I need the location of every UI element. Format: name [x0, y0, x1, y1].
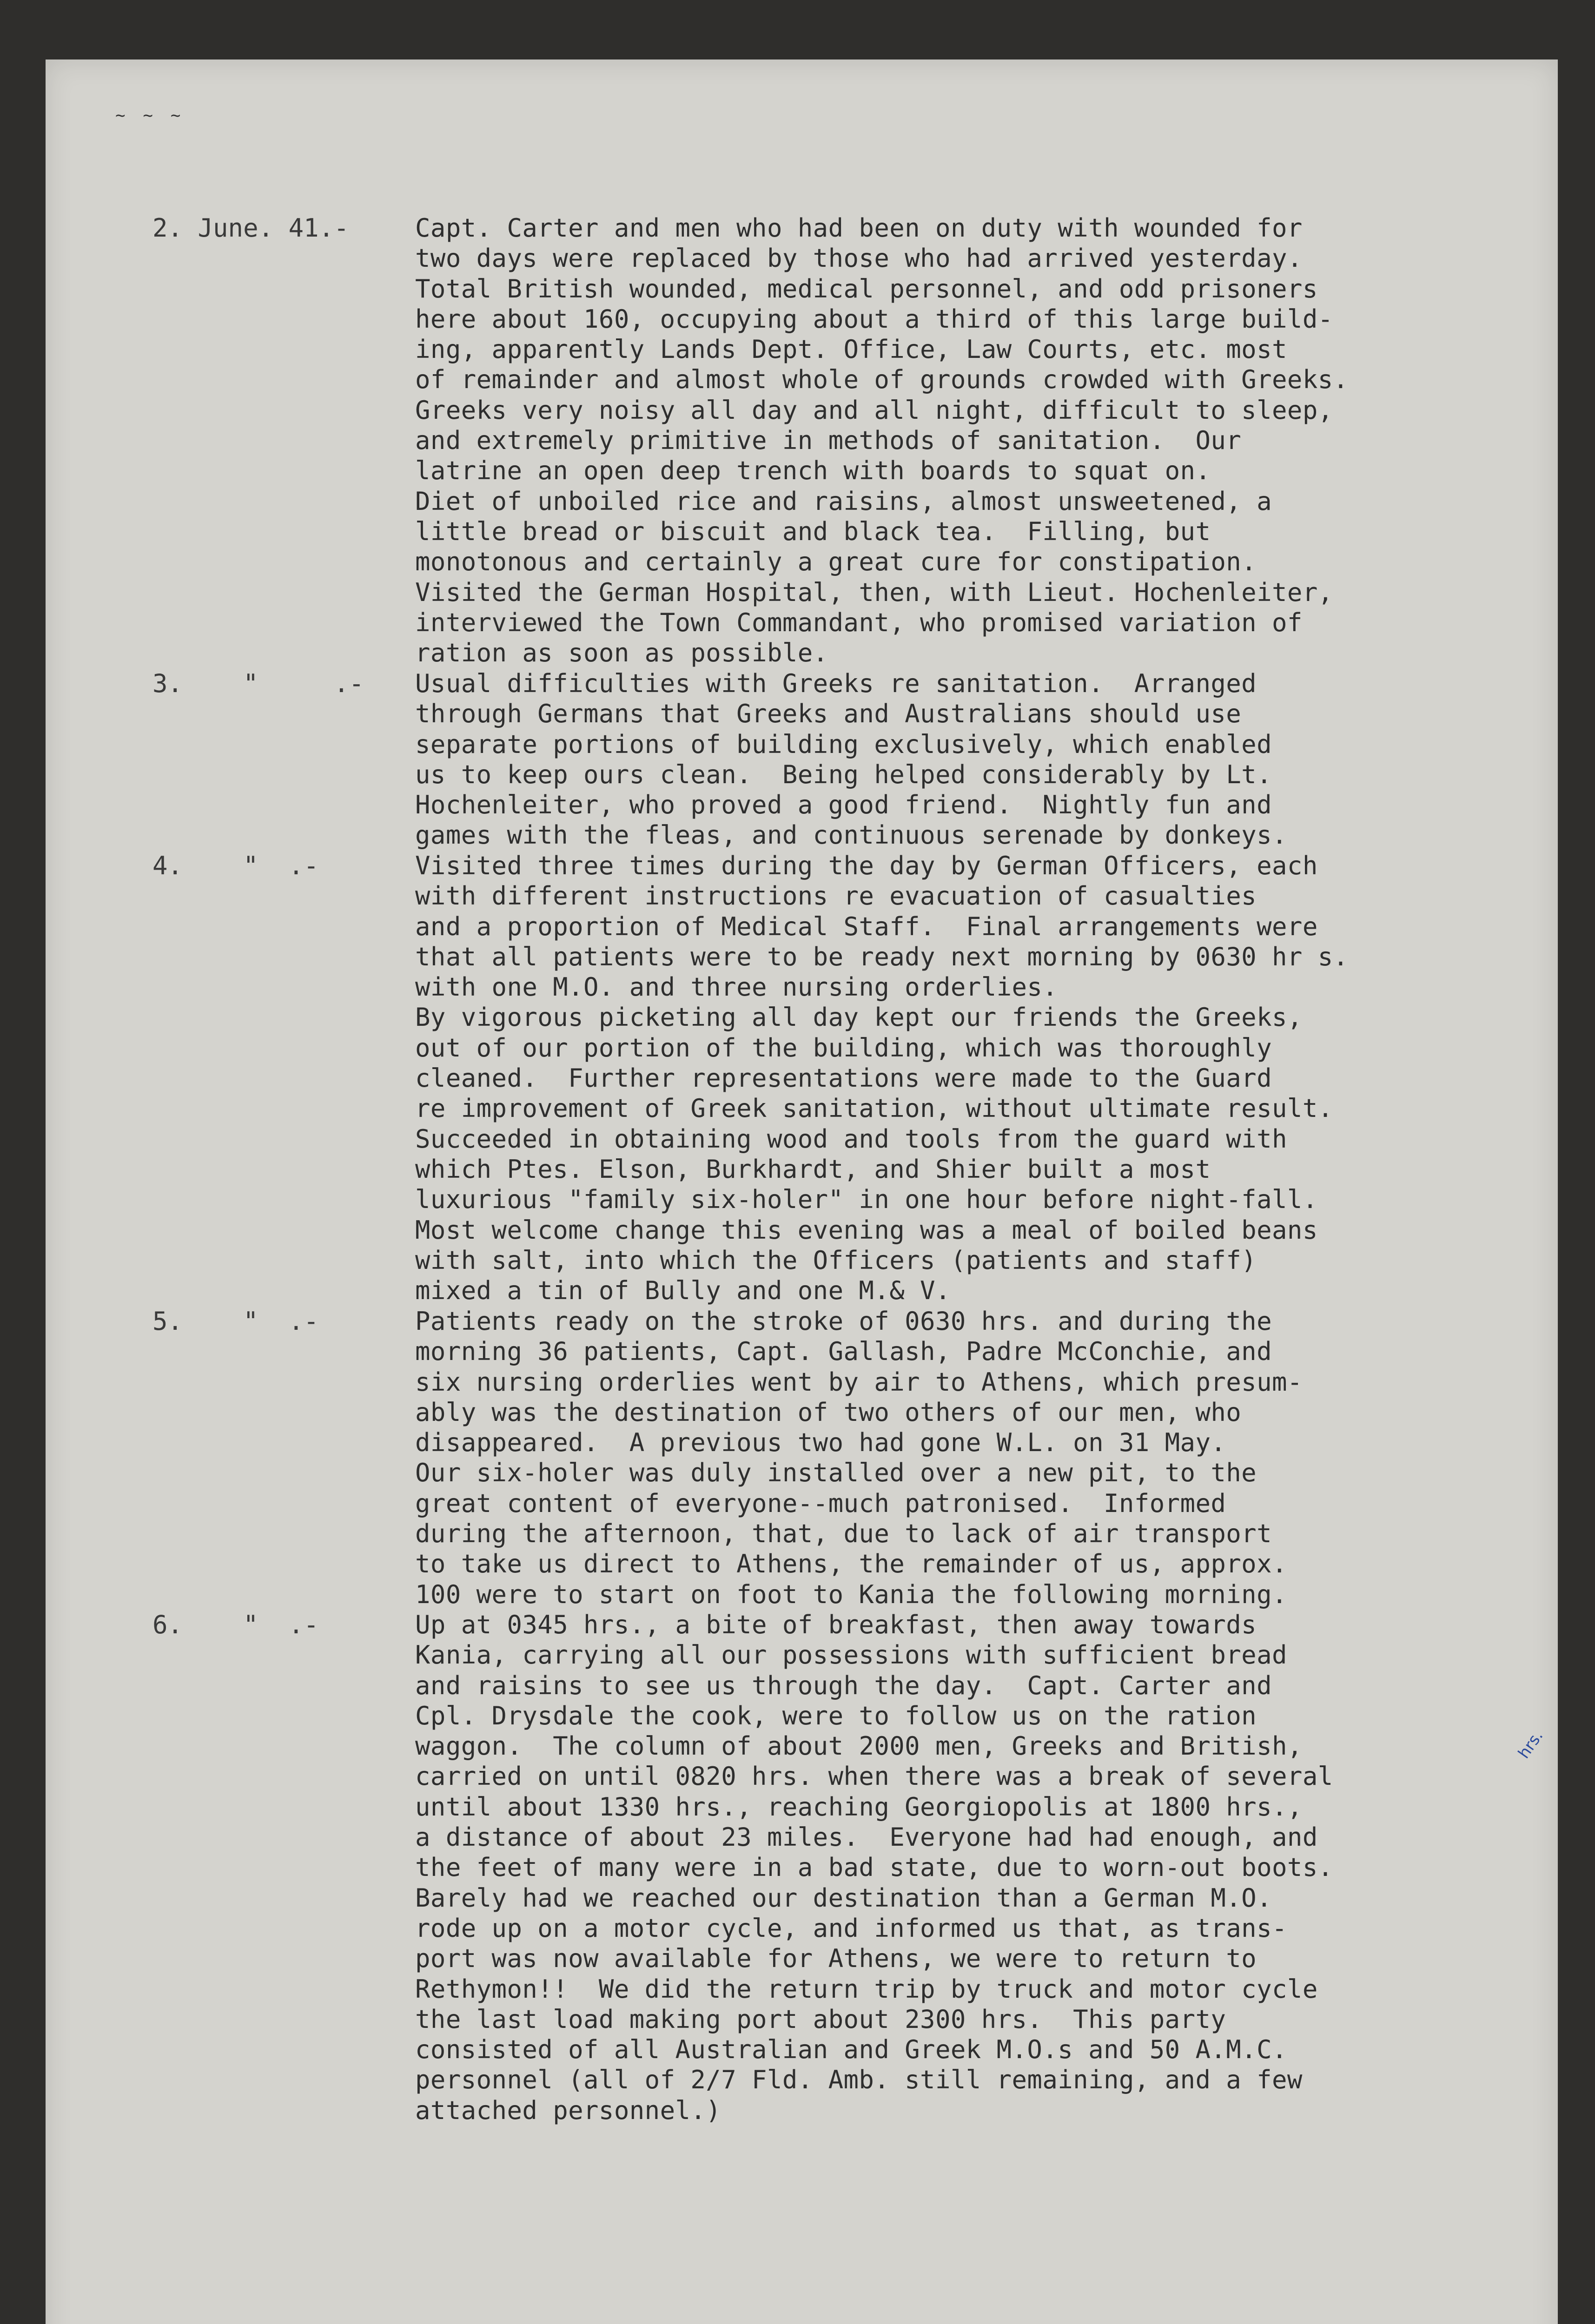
- text-line: Up at 0345 hrs., a bite of breakfast, then away towards: [415, 1610, 1257, 1639]
- text-line: and raisins to see us through the day. Capt. Carter and: [415, 1670, 1272, 1700]
- text-line: monotonous and certainly a great cure for constipation.: [415, 547, 1257, 577]
- text-line: morning 36 patients, Capt. Gallash, Padre McConchie, and: [415, 1337, 1272, 1367]
- text-line: the last load making port about 2300 hrs. This party: [415, 2004, 1226, 2034]
- text-line: until about 1330 hrs., reaching Georgiopolis at 1800 hrs.,: [415, 1792, 1303, 1822]
- entry-text: [415, 213, 1554, 668]
- text-line: games with the fleas, and continuous serenade by donkeys.: [415, 820, 1287, 850]
- text-line: and extremely primitive in methods of sanitation. Our: [415, 426, 1242, 456]
- text-line: here about 160, occupying about a third of this large build-: [415, 304, 1333, 334]
- header-mark: ~ ~ ~: [115, 106, 185, 125]
- text-line: port was now available for Athens, we were to return to: [415, 1944, 1257, 1974]
- text-line: with salt, into which the Officers (patients and staff): [415, 1245, 1257, 1275]
- text-line: during the afternoon, that, due to lack of air transport: [415, 1519, 1272, 1549]
- text-line: separate portions of building exclusively, which enabled: [415, 729, 1272, 759]
- text-line: two days were replaced by those who had arrived yesterday.: [415, 244, 1303, 273]
- text-line: that all patients were to be ready next morning by 0630 hr s.: [415, 942, 1349, 971]
- text-line: Most welcome change this evening was a meal of boiled beans: [415, 1215, 1318, 1245]
- text-line: Capt. Carter and men who had been on duty with wounded for: [415, 213, 1303, 243]
- entry-date: 4. " .-: [152, 851, 319, 880]
- text-line: ing, apparently Lands Dept. Office, Law Courts, etc. most: [415, 335, 1287, 364]
- text-line: By vigorous picketing all day kept our friends the Greeks,: [415, 1003, 1303, 1032]
- text-line: Usual difficulties with Greeks re sanitation. Arranged: [415, 669, 1257, 698]
- text-line: Barely had we reached our destination than a German M.O.: [415, 1883, 1272, 1913]
- document-page: [46, 59, 1558, 2324]
- text-line: cleaned. Further representations were made to the Guard: [415, 1063, 1272, 1093]
- text-line: 100 were to start on foot to Kania the following morning.: [415, 1579, 1287, 1609]
- text-line: rode up on a motor cycle, and informed us that, as trans-: [415, 1913, 1287, 1943]
- text-line: waggon. The column of about 2000 men, Greeks and British,: [415, 1731, 1303, 1761]
- text-line: the feet of many were in a bad state, due to worn-out boots.: [415, 1853, 1333, 1882]
- text-line: mixed a tin of Bully and one M.& V.: [415, 1276, 951, 1306]
- text-line: six nursing orderlies went by air to Athens, which presum-: [415, 1367, 1303, 1397]
- text-line: Rethymon!! We did the return trip by truck and motor cycle: [415, 1974, 1318, 2004]
- text-line: Greeks very noisy all day and all night, difficult to sleep,: [415, 395, 1333, 425]
- handwritten-annotation: hrs.: [1515, 1727, 1547, 1762]
- text-line: consisted of all Australian and Greek M.O.s and 50 A.M.C.: [415, 2035, 1287, 2065]
- text-line: out of our portion of the building, which was thoroughly: [415, 1033, 1272, 1063]
- entry-text: [415, 1306, 1554, 1610]
- entry-text: [415, 668, 1554, 851]
- text-line: of remainder and almost whole of grounds crowded with Greeks.: [415, 365, 1349, 395]
- text-line: Total British wounded, medical personnel, and odd prisoners: [415, 274, 1318, 304]
- entry-text: [415, 851, 1554, 1306]
- text-line: great content of everyone--much patronised. Informed: [415, 1488, 1226, 1518]
- text-line: through Germans that Greeks and Australians should use: [415, 699, 1242, 729]
- text-line: Visited the German Hospital, then, with Lieut. Hochenleiter,: [415, 577, 1333, 607]
- text-line: personnel (all of 2/7 Fld. Amb. still remaining, and a few: [415, 2065, 1303, 2095]
- text-line: Hochenleiter, who proved a good friend. Nightly fun and: [415, 790, 1272, 820]
- entry-date: 6. " .-: [152, 1610, 319, 1639]
- text-line: disappeared. A previous two had gone W.L. on 31 May.: [415, 1428, 1226, 1458]
- text-line: Succeeded in obtaining wood and tools from the guard with: [415, 1124, 1287, 1154]
- text-line: interviewed the Town Commandant, who promised variation of: [415, 607, 1303, 637]
- text-line: which Ptes. Elson, Burkhardt, and Shier built a most: [415, 1154, 1211, 1184]
- text-line: Cpl. Drysdale the cook, were to follow us on the ration: [415, 1701, 1257, 1730]
- text-line: ably was the destination of two others of our men, who: [415, 1397, 1242, 1427]
- text-line: Visited three times during the day by German Officers, each: [415, 851, 1318, 880]
- text-line: to take us direct to Athens, the remainder of us, approx.: [415, 1549, 1287, 1579]
- text-line: Our six-holer was duly installed over a new pit, to the: [415, 1458, 1257, 1488]
- text-line: re improvement of Greek sanitation, without ultimate result.: [415, 1094, 1333, 1123]
- entry-date: 3. " .-: [152, 669, 364, 698]
- text-line: us to keep ours clean. Being helped considerably by Lt.: [415, 759, 1272, 789]
- text-line: Diet of unboiled rice and raisins, almost unsweetened, a: [415, 486, 1272, 516]
- text-line: and a proportion of Medical Staff. Final arrangements were: [415, 911, 1318, 941]
- entry-date: 2. June. 41.-: [152, 213, 349, 243]
- diary-entries: [46, 59, 1558, 2324]
- text-line: attached personnel.): [415, 2095, 721, 2125]
- text-line: with one M.O. and three nursing orderlies.: [415, 972, 1058, 1002]
- entry-date: 5. " .-: [152, 1307, 319, 1336]
- text-line: little bread or biscuit and black tea. Filling, but: [415, 516, 1211, 546]
- text-line: Patients ready on the stroke of 0630 hrs. and during the: [415, 1307, 1272, 1336]
- text-line: carried on until 0820 hrs. when there was a break of several: [415, 1762, 1333, 1791]
- text-line: Kania, carrying all our possessions with sufficient bread: [415, 1640, 1287, 1670]
- text-line: a distance of about 23 miles. Everyone had had enough, and: [415, 1822, 1318, 1852]
- text-line: with different instructions re evacuation of casualties: [415, 881, 1257, 911]
- text-line: latrine an open deep trench with boards to squat on.: [415, 456, 1211, 486]
- text-line: ration as soon as possible.: [415, 638, 828, 668]
- entry-text: [415, 1610, 1554, 2126]
- text-line: luxurious "family six-holer" in one hour before night-fall.: [415, 1185, 1318, 1215]
